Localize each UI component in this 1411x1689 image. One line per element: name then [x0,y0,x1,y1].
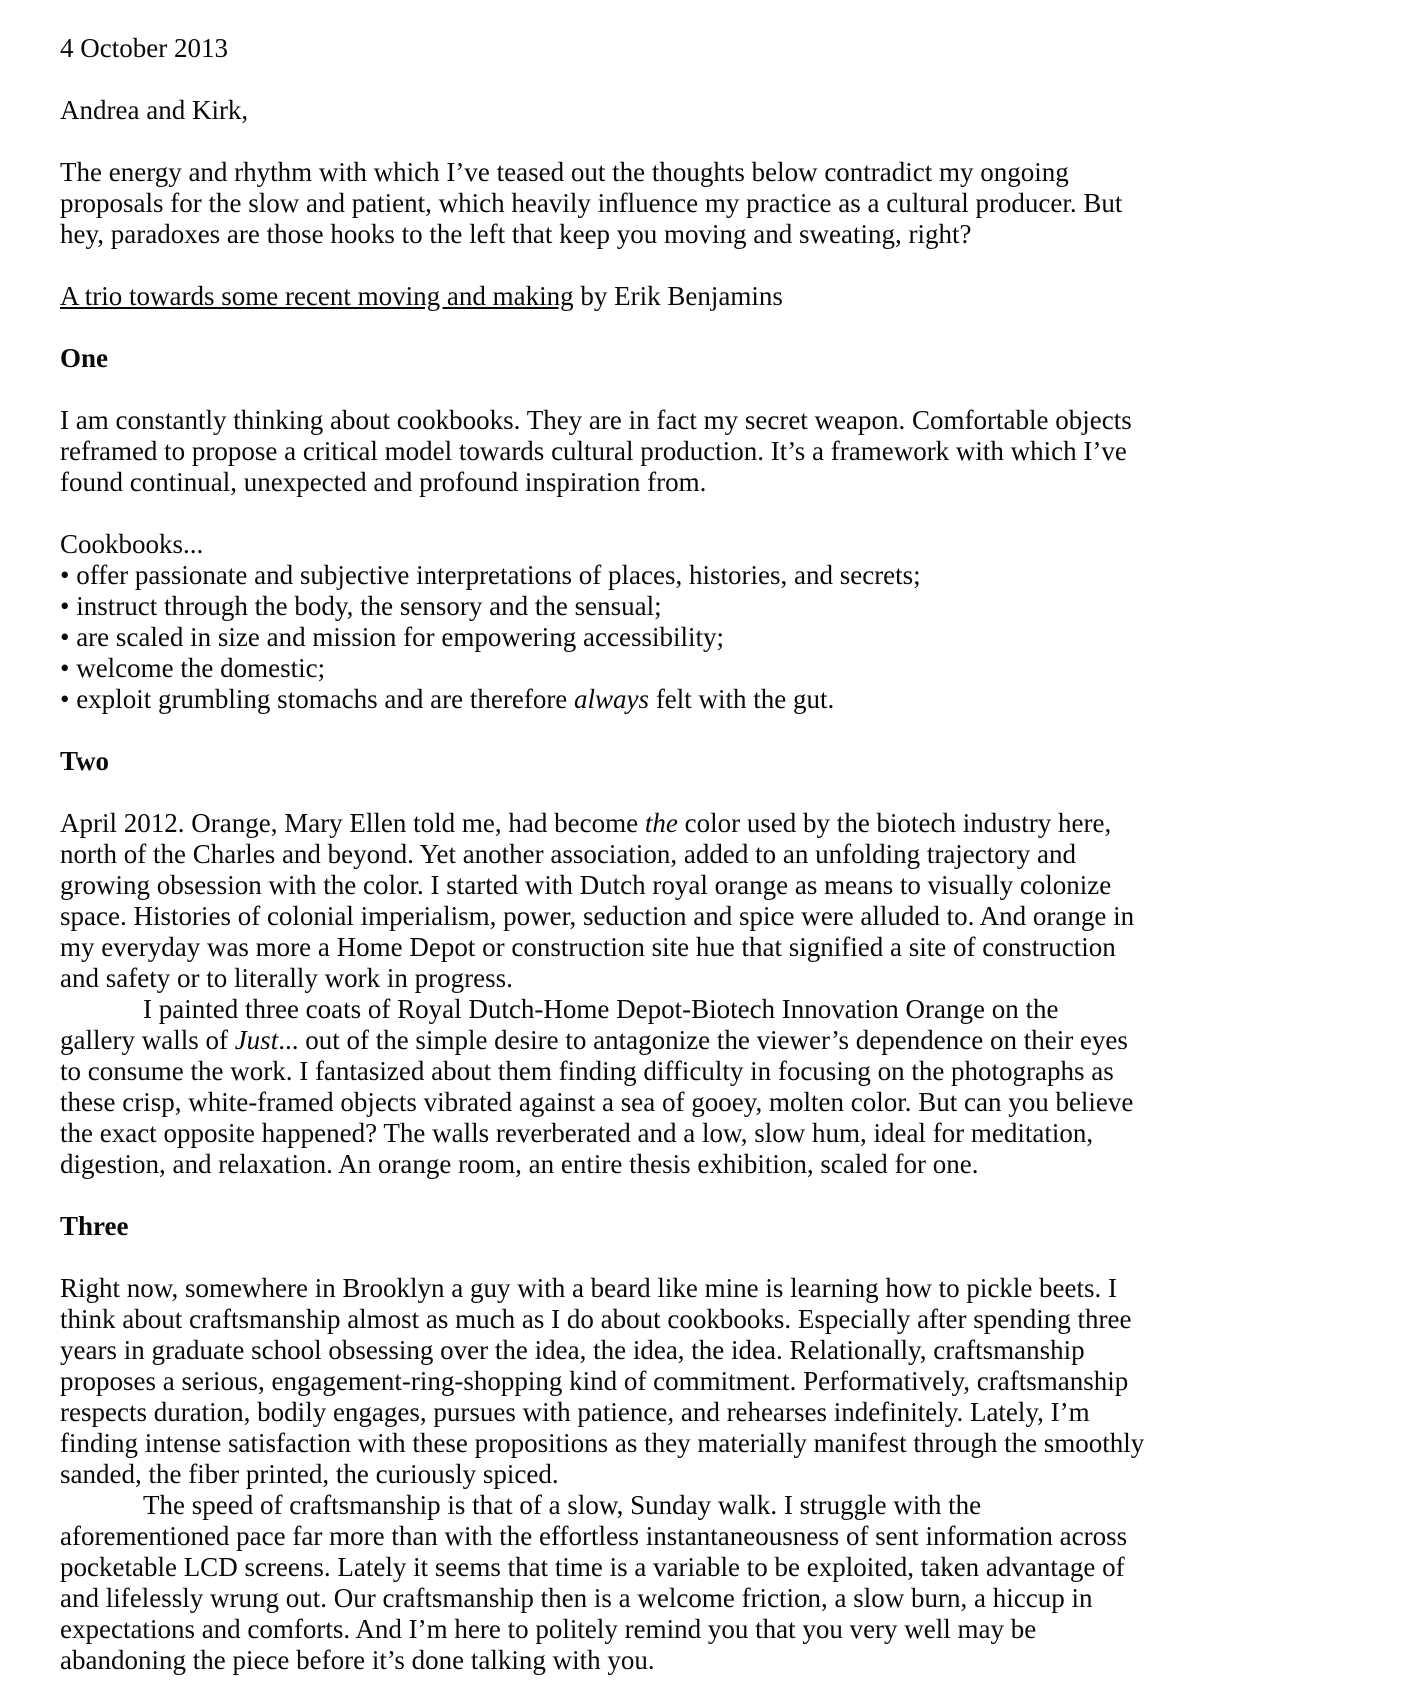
three-paragraphs-line [60,1521,1351,1552]
three-paragraphs-line [60,1304,1351,1335]
text-segment: and safety or to literally work in progress. [60,963,513,993]
text-segment: my everyday was more a Home Depot or construction site hue that signified a site of construction [60,932,1116,962]
two-paragraphs-line [60,1025,1351,1056]
three-paragraphs-line [60,1428,1351,1459]
letter-body [60,33,1351,1676]
three-paragraphs [60,1273,1351,1676]
three-paragraphs-line [60,1552,1351,1583]
one-paragraph-line [60,467,1351,498]
text-segment: proposes a serious, engagement-ring-shopping kind of commitment. Performatively, craftsmanship [60,1366,1129,1396]
three-paragraphs-line [60,1583,1351,1614]
two-paragraphs-line [60,1056,1351,1087]
text-segment: finding intense satisfaction with these propositions as they materially manifest through the smoothly [60,1428,1145,1458]
text-segment: • instruct through the body, the sensory and the sensual; [60,591,662,621]
text-segment: think about craftsmanship almost as much as I do about cookbooks. Especially after spending three [60,1304,1132,1334]
two-paragraphs-line [60,839,1351,870]
two-paragraphs-line [60,963,1351,994]
text-segment: space. Histories of colonial imperialism, power, seduction and spice were alluded to. And orange in [60,901,1135,931]
salutation-line [60,95,1351,126]
cookbooks-list [60,529,1351,715]
text-segment: Three [60,1211,129,1241]
cookbooks-list-line [60,653,1351,684]
text-segment: Right now, somewhere in Brooklyn a guy with a beard like mine is learning how to pickle beets. I [60,1273,1118,1303]
text-segment: ... out of the simple desire to antagonize the viewer’s dependence on their eyes [278,1025,1128,1055]
section-heading-three [60,1211,1351,1242]
text-segment: felt with the gut. [649,684,835,714]
text-segment: years in graduate school obsessing over the idea, the idea, the idea. Relationally, craftsmanship [60,1335,1085,1365]
title-line [60,281,1351,312]
text-segment: the exact opposite happened? The walls reverberated and a low, slow hum, ideal for meditation, [60,1118,1094,1148]
two-paragraphs [60,808,1351,1180]
three-paragraphs-line [60,1397,1351,1428]
text-segment: found continual, unexpected and profound inspiration from. [60,467,707,497]
text-segment: 4 October 2013 [60,33,228,63]
text-segment: the [644,808,678,838]
text-segment: • offer passionate and subjective interpretations of places, histories, and secrets; [60,560,921,590]
text-segment: April 2012. Orange, Mary Ellen told me, had become [60,808,645,838]
section-heading-three-line [60,1211,1351,1242]
two-paragraphs-line [60,1118,1351,1149]
text-segment: One [60,343,109,373]
text-segment: I painted three coats of Royal Dutch-Home Depot-Biotech Innovation Orange on the [143,994,1059,1024]
text-segment: north of the Charles and beyond. Yet another association, added to an unfolding trajectory and [60,839,1076,869]
section-heading-one [60,343,1351,374]
two-paragraphs-line [60,870,1351,901]
text-segment: Just [234,1025,279,1055]
one-paragraph-line [60,405,1351,436]
three-paragraphs-line [60,1645,1351,1676]
text-segment: Two [60,746,110,776]
text-segment: gallery walls of [60,1025,235,1055]
date-line-line [60,33,1351,64]
one-paragraph-line [60,436,1351,467]
cookbooks-list-line [60,591,1351,622]
text-segment: pocketable LCD screens. Lately it seems that time is a variable to be exploited, taken advantage of [60,1552,1125,1582]
text-segment: always [574,684,650,714]
text-segment: I am constantly thinking about cookbooks. They are in fact my secret weapon. Comfortable objects [60,405,1132,435]
section-heading-one-line [60,343,1351,374]
text-segment: aforementioned pace far more than with the effortless instantaneousness of sent information across [60,1521,1128,1551]
three-paragraphs-line [60,1273,1351,1304]
text-segment: by Erik Benjamins [573,281,783,311]
three-paragraphs-line [60,1490,1351,1521]
text-segment: and lifelessly wrung out. Our craftsmanship then is a welcome friction, a slow burn, a hiccup in [60,1583,1093,1613]
three-paragraphs-line [60,1366,1351,1397]
two-paragraphs-line [60,1149,1351,1180]
cookbooks-list-line [60,622,1351,653]
text-segment: reframed to propose a critical model towards cultural production. It’s a framework with which I’ve [60,436,1127,466]
text-segment: hey, paradoxes are those hooks to the left that keep you moving and sweating, right? [60,219,972,249]
intro-paragraph-line [60,219,1351,250]
text-segment: • are scaled in size and mission for empowering accessibility; [60,622,725,652]
text-segment: • welcome the domestic; [60,653,326,683]
two-paragraphs-line [60,932,1351,963]
intro-paragraph [60,157,1351,250]
text-segment: growing obsession with the color. I started with Dutch royal orange as means to visually colonize [60,870,1112,900]
cookbooks-list-line [60,684,1351,715]
two-paragraphs-line [60,994,1351,1025]
text-segment: The energy and rhythm with which I’ve teased out the thoughts below contradict my ongoing [60,157,1069,187]
one-paragraph [60,405,1351,498]
three-paragraphs-line [60,1335,1351,1366]
three-paragraphs-line [60,1459,1351,1490]
text-segment: respects duration, bodily engages, pursues with patience, and rehearses indefinitely. Lately, I’m [60,1397,1090,1427]
intro-paragraph-line [60,188,1351,219]
text-segment: these crisp, white-framed objects vibrated against a sea of gooey, molten color. But can you believe [60,1087,1134,1117]
text-segment: abandoning the piece before it’s done talking with you. [60,1645,655,1675]
title-line-line [60,281,1351,312]
text-segment: to consume the work. I fantasized about them finding difficulty in focusing on the photographs as [60,1056,1114,1086]
text-segment: The speed of craftsmanship is that of a slow, Sunday walk. I struggle with the [143,1490,982,1520]
cookbooks-list-line [60,529,1351,560]
text-segment: digestion, and relaxation. An orange room, an entire thesis exhibition, scaled for one. [60,1149,979,1179]
salutation [60,95,1351,126]
two-paragraphs-line [60,1087,1351,1118]
text-segment: sanded, the fiber printed, the curiously spiced. [60,1459,559,1489]
text-segment: • exploit grumbling stomachs and are therefore [60,684,575,714]
intro-paragraph-line [60,157,1351,188]
text-segment: Andrea and Kirk, [60,95,249,125]
text-segment: proposals for the slow and patient, which heavily influence my practice as a cultural producer. But [60,188,1123,218]
text-segment: expectations and comforts. And I’m here to politely remind you that you very well may be [60,1614,1037,1644]
section-heading-two-line [60,746,1351,777]
three-paragraphs-line [60,1614,1351,1645]
text-segment: A trio towards some recent moving and making [60,281,574,311]
text-segment: Cookbooks... [60,529,204,559]
two-paragraphs-line [60,901,1351,932]
date-line [60,33,1351,64]
cookbooks-list-line [60,560,1351,591]
section-heading-two [60,746,1351,777]
text-segment: color used by the biotech industry here, [677,808,1112,838]
two-paragraphs-line [60,808,1351,839]
